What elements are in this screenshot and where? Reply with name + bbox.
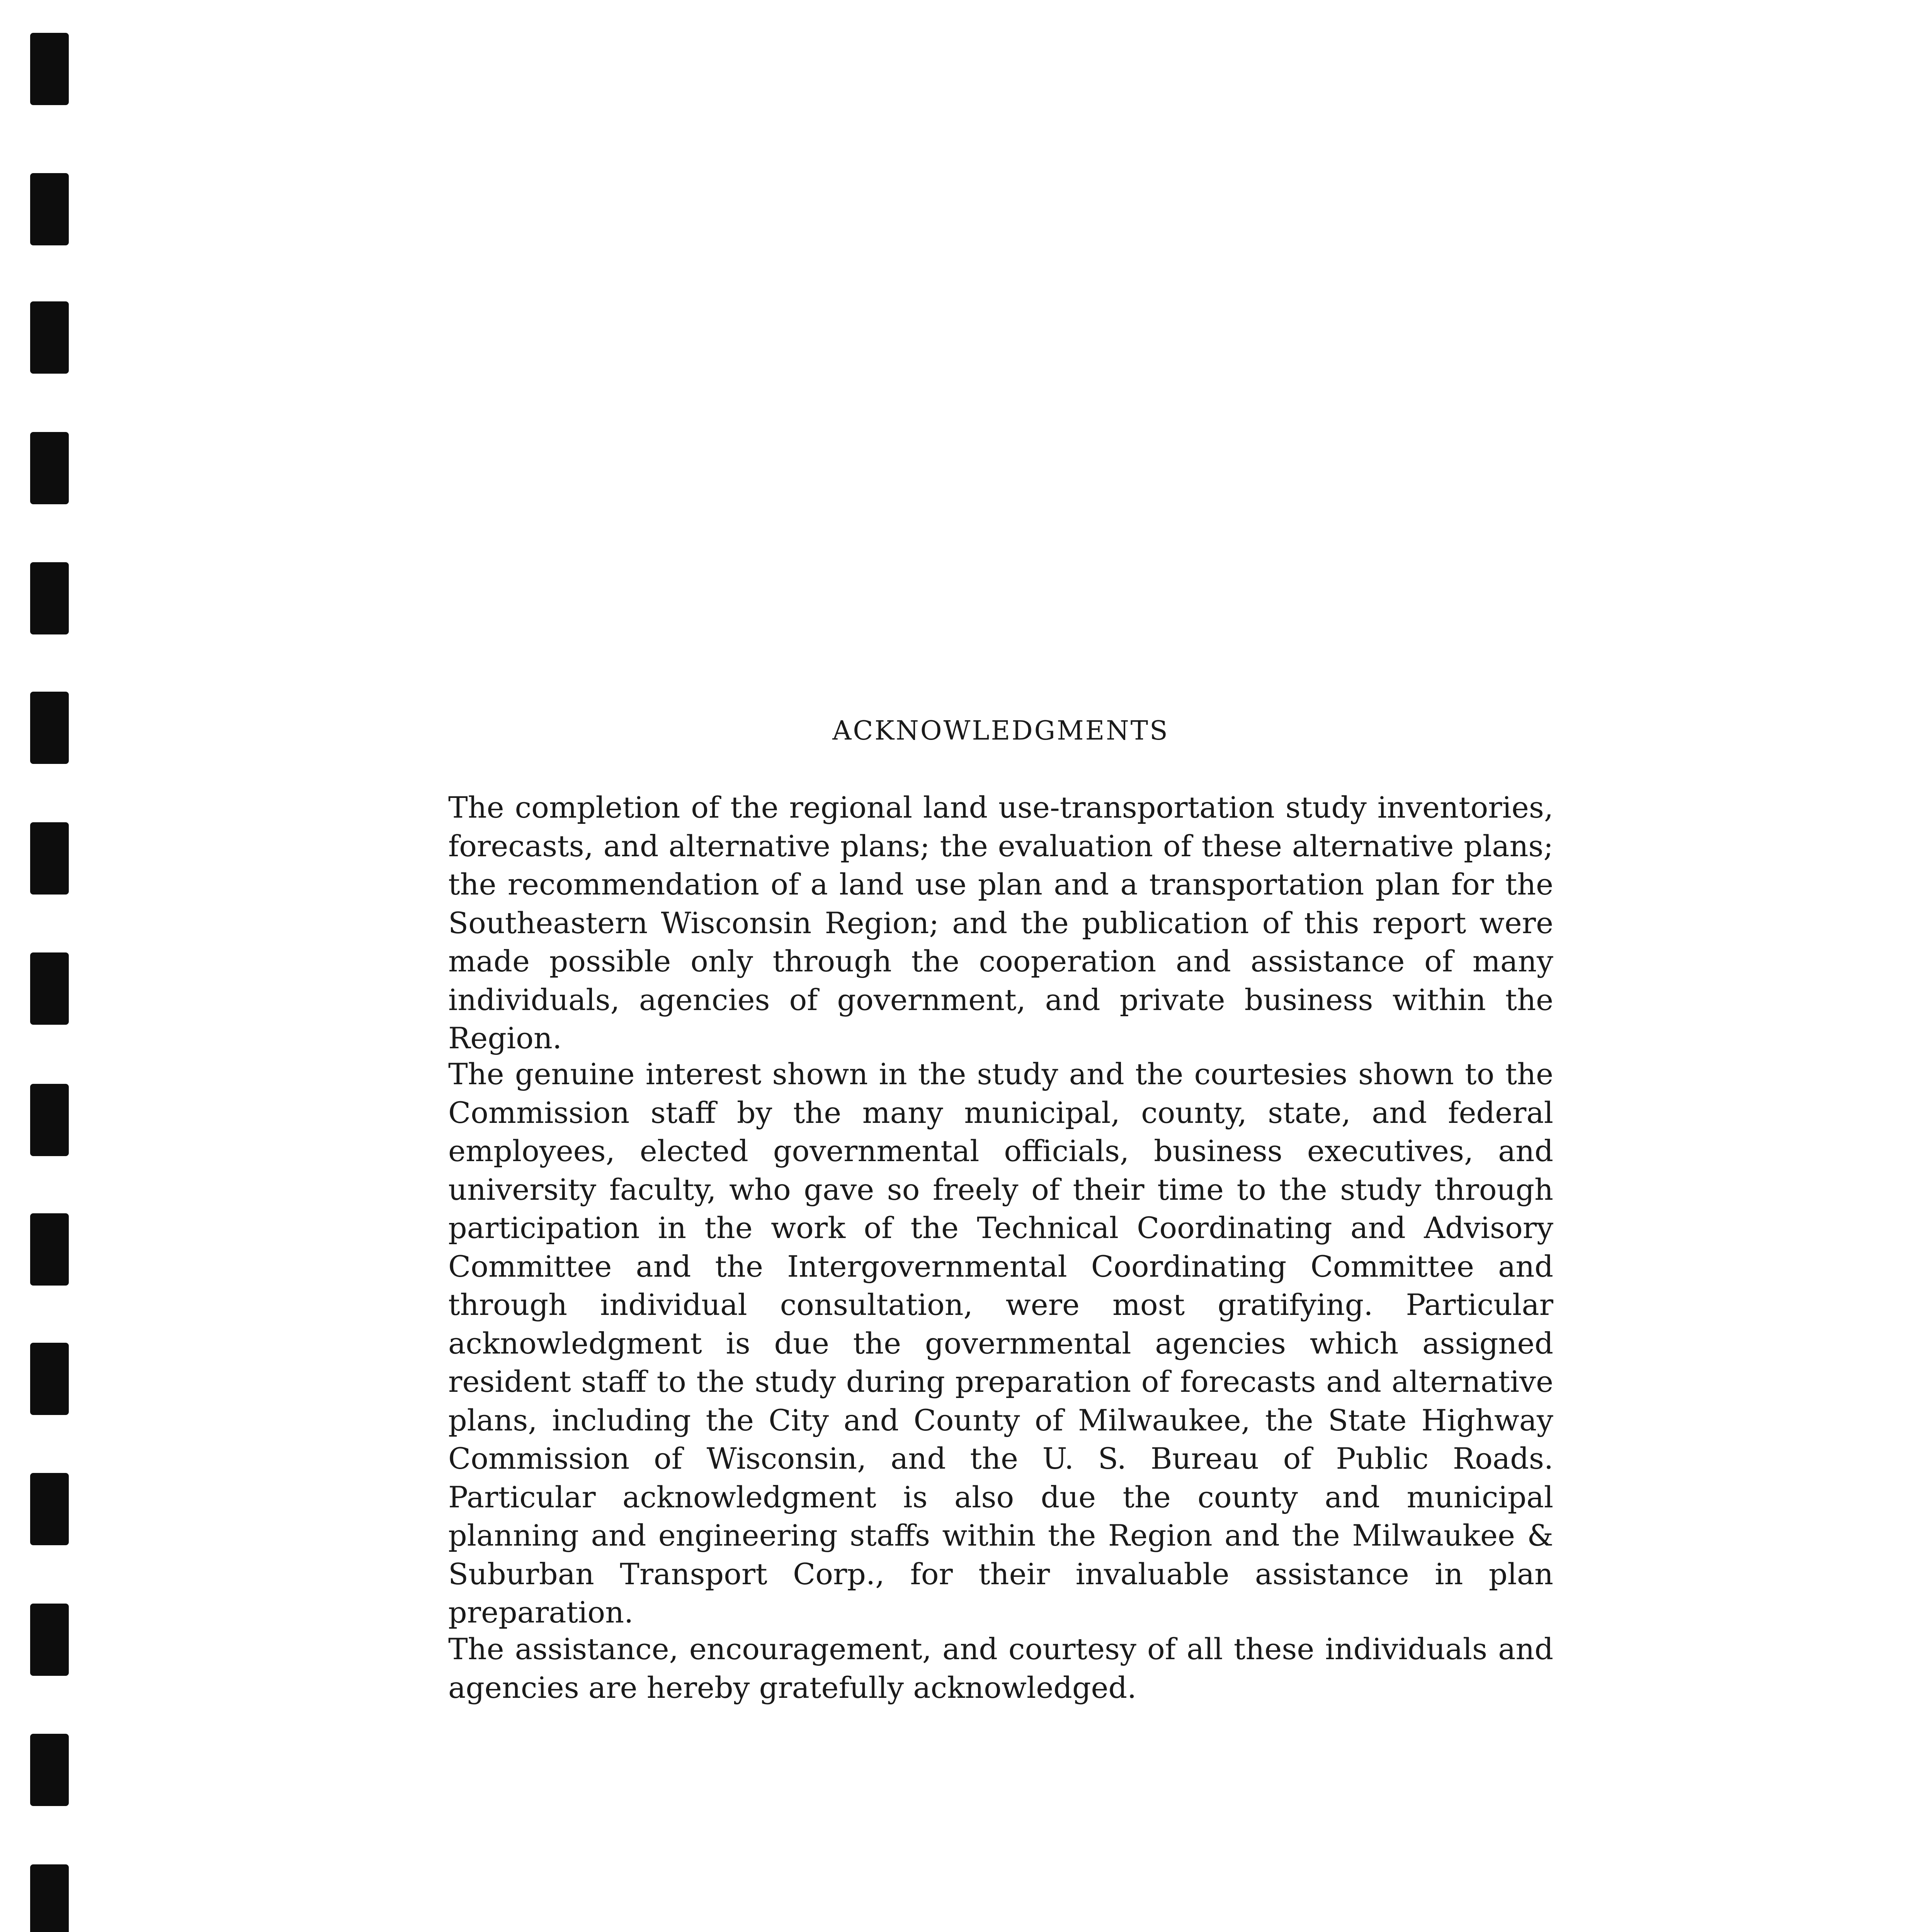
paragraph-closing: The assistance, encouragement, and courtesy of all these individuals and agencies are hereby gratefully acknowledged. xyxy=(448,1632,1553,1705)
binding-hole xyxy=(30,562,69,634)
binding-hole xyxy=(30,822,69,895)
binding-hole xyxy=(30,1343,69,1415)
binding-hole xyxy=(30,432,69,504)
binding-hole xyxy=(30,301,69,374)
binding-hole xyxy=(30,952,69,1025)
binding-hole xyxy=(30,1084,69,1156)
binding-hole xyxy=(30,1864,69,1932)
binding-hole xyxy=(30,1473,69,1545)
binding-hole xyxy=(30,173,69,245)
paragraph-completion: The completion of the regional land use-transportation study inventories, forecasts, and alternative plans; the evaluation of these alternative plans; the recommendation of a land use plan and a transportation plan for the Southeastern Wisconsin Region; and the publication of this report were made possible only through the cooperation and assistance of many individuals, agencies of government, and private business within the Region. xyxy=(448,790,1553,1055)
binding-hole xyxy=(30,33,69,105)
binding-hole xyxy=(30,1213,69,1286)
binding-hole xyxy=(30,1604,69,1676)
binding-hole xyxy=(30,1734,69,1806)
page-title: ACKNOWLEDGMENTS xyxy=(832,716,1169,746)
binding-hole xyxy=(30,692,69,764)
paragraph-genuine-interest: The genuine interest shown in the study and the courtesies shown to the Commission staff by the many municipal, county, state, and federal employees, elected governmental officials, business executives, and university faculty, who gave so freely of their time to the study through participation in the work of the Technical Coordinating and Advisory Committee and the Intergovernmental Coordinating Committee and through individual consultation, were most gratifying. Particular acknowledgment is due the governmental agencies which assigned resident staff to the study during preparation of forecasts and alternative plans, including the City and County of Milwaukee, the State Highway Commission of Wisconsin, and the U. S. Bureau of Public Roads. Particular acknowledgment is also due the county and municipal planning and engineering staffs within the Region and the Milwaukee & Suburban Transport Corp., for their invaluable assistance in plan preparation. xyxy=(448,1057,1553,1629)
binding-holes xyxy=(30,0,73,1932)
